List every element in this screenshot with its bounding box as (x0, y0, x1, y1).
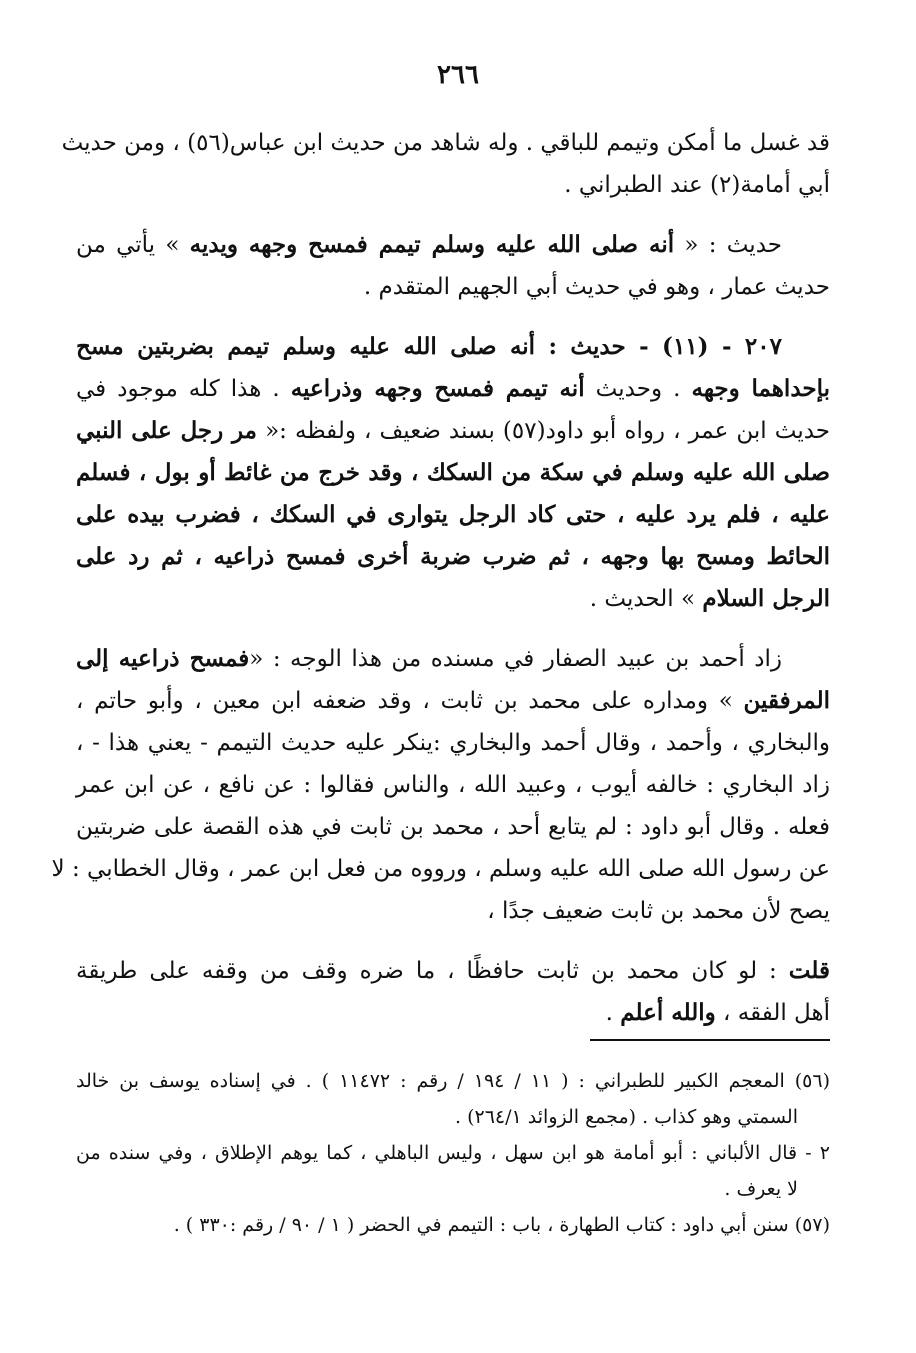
text-line: أبي أمامة(٢) عند الطبراني . (564, 172, 830, 198)
text-span: : لو كان محمد بن ثابت حافظًا ، ما ضره وقف من وقفه على طريقة (76, 958, 777, 984)
text-span: . هذا كله موجود في (76, 376, 280, 402)
comment-label: قلت (788, 957, 830, 984)
text-span: » يأتي من (76, 232, 180, 258)
text-line: حديث عمار ، وهو في حديث أبي الجهيم المتقدم . (363, 274, 830, 300)
footnote-line: السمتي وهو كذاب . (مجمع الزوائد ٢٦٤/١) . (455, 1106, 798, 1128)
text-line: يصح لأن محمد بن ثابت ضعيف جدًا ، (487, 898, 830, 924)
paragraph-2 (76, 224, 830, 308)
text-span: زاد أحمد بن عبيد الصفار في مسنده من هذا الوجه : « (249, 646, 782, 672)
closing-phrase: والله أعلم (620, 999, 716, 1026)
text-span: حديث ابن عمر ، رواه أبو داود(٥٧) بسند ضعيف ، ولفظه :« (265, 418, 831, 444)
footnote-line: ٢ - قال الألباني : أبو أمامة هو ابن سهل ، وليس الباهلي ، كما يوهم الإطلاق ، وفي سنده من (76, 1142, 830, 1164)
text-line (76, 680, 830, 722)
text-span: » ومداره على محمد بن ثابت ، وقد ضعفه ابن معين ، وأبو حاتم ، (76, 688, 733, 714)
hadith-text: مر رجل على النبي (76, 417, 258, 444)
text-span: . وحديث (595, 376, 681, 402)
text-span: . (605, 1000, 613, 1026)
footnote-line: لا يعرف . (724, 1178, 798, 1200)
text-line (76, 638, 830, 680)
footnotes (76, 1063, 830, 1243)
hadith-text: فمسح ذراعيه إلى (76, 645, 250, 672)
text-line: عن رسول الله صلى الله عليه وسلم ، ورووه من فعل ابن عمر ، وقال الخطابي : لا (51, 856, 830, 882)
paragraph-4 (51, 638, 830, 932)
paragraph-5 (76, 950, 830, 1034)
text-line: فعله . وقال أبو داود : لم يتابع أحد ، محمد بن ثابت في هذه القصة على ضربتين (76, 814, 830, 840)
footnote-divider (590, 1039, 830, 1041)
text-span: » الحديث . (589, 586, 696, 612)
page-number: ٢٦٦ (437, 60, 479, 90)
hadith-text: أنه تيمم فمسح وجهه وذراعيه (290, 375, 585, 402)
text-line: قد غسل ما أمكن وتيمم للباقي . وله شاهد من حديث ابن عباس(٥٦) ، ومن حديث (61, 130, 830, 156)
hadith-text: المرفقين (743, 687, 830, 714)
text-line (76, 992, 830, 1034)
hadith-text: بإحداهما وجهه (691, 375, 831, 402)
text-line (76, 578, 830, 620)
text-line (76, 410, 830, 452)
text-line (76, 368, 830, 410)
main-text (51, 122, 831, 1034)
hadith-text: صلى الله عليه وسلم في سكة من السكك ، وقد خرج من غائط أو بول ، فسلم (76, 459, 830, 486)
hadith-text: أنه صلى الله عليه وسلم تيمم فمسح وجهه ويديه (189, 231, 675, 258)
hadith-text: الحائط ومسح بها وجهه ، ثم ضرب ضربة أخرى فمسح ذراعيه ، ثم رد على (76, 543, 830, 570)
text-line: زاد البخاري : خالفه أيوب ، وعبيد الله ، والناس فقالوا : عن نافع ، عن ابن عمر (76, 772, 830, 798)
hadith-heading: ٢٠٧ - (١١) - حديث : أنه صلى الله عليه وسلم تيمم بضربتين مسح (76, 333, 782, 360)
paragraph-1 (61, 122, 830, 206)
text-line (76, 950, 830, 992)
footnote-line: (٥٧) سنن أبي داود : كتاب الطهارة ، باب : التيمم في الحضر ( ١ / ٩٠ / رقم :٣٣٠ ) . (173, 1214, 830, 1236)
hadith-text: الرجل السلام (702, 585, 830, 612)
text-span: أهل الفقه ، (723, 1000, 830, 1026)
paragraph-3 (76, 326, 830, 620)
hadith-text: عليه ، فلم يرد عليه ، حتى كاد الرجل يتوارى في السكك ، فضرب بيده على (76, 501, 830, 528)
text-line: والبخاري ، وأحمد ، وقال أحمد والبخاري :ينكر عليه حديث التيمم - يعني هذا - ، (76, 730, 830, 756)
text-line (76, 224, 830, 266)
footnote-line: (٥٦) المعجم الكبير للطبراني : ( ١١ / ١٩٤ / رقم : ١١٤٧٢ ) . في إسناده يوسف بن خالد (76, 1070, 831, 1092)
text-span: حديث : « (684, 232, 782, 258)
